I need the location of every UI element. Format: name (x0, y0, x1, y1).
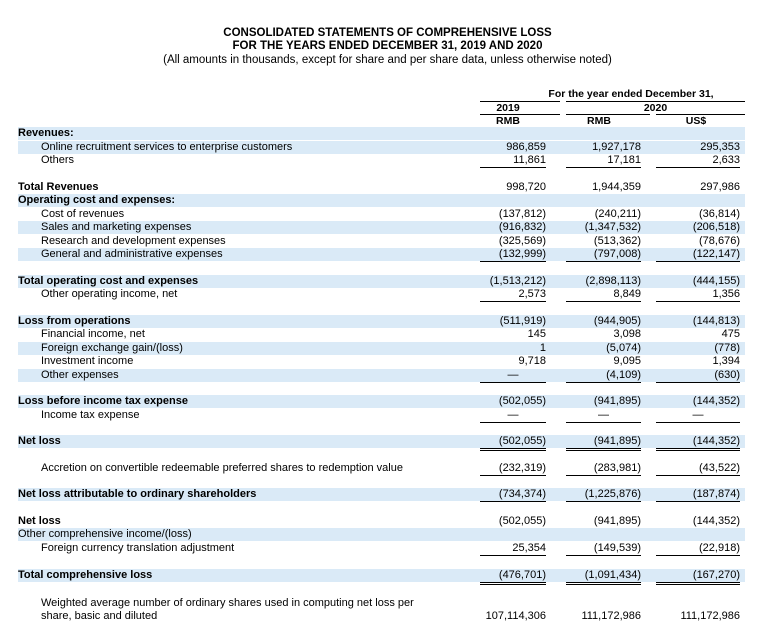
cell-value: (734,374) (480, 488, 546, 502)
statement-period: FOR THE YEARS ENDED DECEMBER 31, 2019 AND 2020 (232, 40, 543, 52)
table-row (18, 355, 745, 368)
table-row (18, 154, 745, 167)
cell-value: (149,539) (566, 542, 641, 556)
row-label: General and administrative expenses (41, 248, 223, 260)
cell-value: (944,905) (593, 315, 641, 327)
table-row (18, 221, 745, 234)
cell-value: (797,008) (566, 248, 641, 262)
table-row (18, 462, 745, 475)
row-label: Total operating cost and expenses (18, 275, 199, 287)
cell-value: — (656, 409, 740, 423)
cell-value: (22,918) (656, 542, 740, 556)
cell-value: (444,155) (692, 275, 740, 287)
cell-value: (1,225,876) (566, 488, 641, 502)
cell-value: (502,055) (498, 515, 546, 527)
currency-rmb-2019: RMB (496, 115, 520, 127)
cell-value: (137,812) (498, 208, 546, 220)
row-label: Financial income, net (41, 328, 145, 340)
cell-value: (1,513,212) (489, 275, 546, 287)
cell-value: (36,814) (699, 208, 740, 220)
row-label: Operating cost and expenses: (18, 194, 176, 206)
cell-value: 2,633 (656, 154, 740, 168)
row-label: Loss from operations (18, 315, 131, 327)
row-label: Research and development expenses (41, 235, 226, 247)
cell-value: (240,211) (594, 208, 641, 220)
table-row (18, 342, 745, 355)
cell-value: 1,927,178 (592, 141, 641, 153)
table-row (18, 569, 745, 582)
row-label: Foreign exchange gain/(loss) (41, 342, 183, 354)
cell-value: (941,895) (566, 435, 641, 451)
period-header: For the year ended December 31, (548, 88, 714, 100)
cell-value: (187,874) (656, 488, 740, 502)
cell-value: (144,352) (692, 395, 740, 407)
cell-value: (1,091,434) (566, 569, 641, 585)
table-row (18, 435, 745, 448)
cell-value: (122,147) (656, 248, 740, 262)
cell-value: 111,172,986 (680, 610, 740, 622)
table-row (18, 127, 745, 140)
cell-value: 986,859 (506, 141, 546, 153)
cell-value: 1,944,359 (592, 181, 641, 193)
cell-value: 1,356 (656, 288, 740, 302)
cell-value: 475 (721, 328, 740, 340)
cell-value: (630) (656, 369, 740, 383)
cell-value: 9,095 (613, 355, 641, 367)
cell-value: 8,849 (566, 288, 641, 302)
cell-value: 3,098 (613, 328, 641, 340)
row-label: Weighted average number of ordinary shares used in computing net loss per (41, 597, 414, 609)
cell-value: — (480, 369, 546, 383)
cell-value: (502,055) (480, 435, 546, 451)
year-2019: 2019 (496, 102, 520, 114)
row-label: Total Revenues (18, 181, 99, 193)
cell-value: (941,895) (593, 515, 641, 527)
statement-note: (All amounts in thousands, except for share and per share data, unless otherwise noted) (163, 54, 612, 66)
year-2020: 2020 (643, 102, 668, 114)
cell-value: (5,074) (606, 342, 641, 354)
cell-value: 145 (527, 328, 546, 340)
row-label: Sales and marketing expenses (41, 221, 192, 233)
cell-value: 11,861 (480, 154, 546, 168)
cell-value: (4,109) (566, 369, 641, 383)
cell-value: (476,701) (480, 569, 546, 585)
row-label: Net loss (18, 435, 61, 447)
row-label: Accretion on convertible redeemable preferred shares to redemption value (41, 462, 403, 474)
cell-value: (941,895) (593, 395, 641, 407)
table-row (18, 488, 745, 501)
cell-value: — (480, 409, 546, 423)
table-row (18, 409, 745, 422)
table-row (18, 248, 745, 261)
cell-value: (325,569) (498, 235, 546, 247)
row-label: Investment income (41, 355, 134, 367)
row-label: Net loss attributable to ordinary shareholders (18, 488, 257, 500)
table-row (18, 597, 745, 610)
row-label: Online recruitment services to enterprise customers (41, 141, 293, 153)
cell-value: (916,832) (498, 221, 546, 233)
table-row (18, 515, 745, 528)
table-row (18, 395, 745, 408)
table-row (18, 369, 745, 382)
cell-value: (511,919) (499, 315, 546, 327)
cell-value: 998,720 (506, 181, 546, 193)
row-label: Foreign currency translation adjustment (41, 542, 235, 554)
cell-value: (513,362) (593, 235, 641, 247)
cell-value: 9,718 (518, 355, 546, 367)
statement-title: CONSOLIDATED STATEMENTS OF COMPREHENSIVE LOSS (223, 27, 552, 39)
row-label: Cost of revenues (41, 208, 125, 220)
table-row (18, 235, 745, 248)
cell-value: (78,676) (699, 235, 740, 247)
row-label: Net loss (18, 515, 61, 527)
table-row (18, 275, 745, 288)
currency-rmb-2020: RMB (587, 115, 611, 127)
table-row (18, 315, 745, 328)
cell-value: 25,354 (480, 542, 546, 556)
row-label: Loss before income tax expense (18, 395, 188, 407)
cell-value: (43,522) (656, 462, 740, 476)
cell-value: 111,172,986 (581, 610, 641, 622)
cell-value: (232,319) (480, 462, 546, 476)
cell-value: 2,573 (480, 288, 546, 302)
row-label: Other comprehensive income/(loss) (18, 528, 192, 540)
cell-value: (206,518) (692, 221, 740, 233)
table-row (18, 288, 745, 301)
cell-value: (167,270) (656, 569, 740, 585)
cell-value: (132,999) (480, 248, 546, 262)
cell-value: (502,055) (498, 395, 546, 407)
row-label: share, basic and diluted (41, 610, 158, 622)
row-label: Revenues: (18, 127, 74, 139)
currency-usd-2020: US$ (685, 115, 707, 127)
cell-value: (144,352) (656, 435, 740, 451)
table-row (18, 194, 745, 207)
row-label: Income tax expense (41, 409, 140, 421)
cell-value: 1 (539, 342, 546, 354)
cell-value: (1,347,532) (584, 221, 641, 233)
row-label: Total comprehensive loss (18, 569, 153, 581)
cell-value: 297,986 (700, 181, 740, 193)
row-label: Other expenses (41, 369, 119, 381)
table-row (18, 208, 745, 221)
table-row (18, 528, 745, 541)
cell-value: (283,981) (566, 462, 641, 476)
row-label: Others (41, 154, 75, 166)
cell-value: (144,813) (692, 315, 740, 327)
table-row (18, 542, 745, 555)
cell-value: (144,352) (692, 515, 740, 527)
cell-value: 295,353 (700, 141, 740, 153)
table-row (18, 328, 745, 341)
cell-value: (778) (714, 342, 740, 354)
row-label: Other operating income, net (41, 288, 178, 300)
cell-value: 1,394 (712, 355, 740, 367)
cell-value: — (566, 409, 641, 423)
table-row (18, 181, 745, 194)
table-row (18, 610, 745, 623)
cell-value: (2,898,113) (585, 275, 641, 287)
cell-value: 17,181 (566, 154, 641, 168)
cell-value: 107,114,306 (485, 610, 546, 622)
table-row (18, 141, 745, 154)
